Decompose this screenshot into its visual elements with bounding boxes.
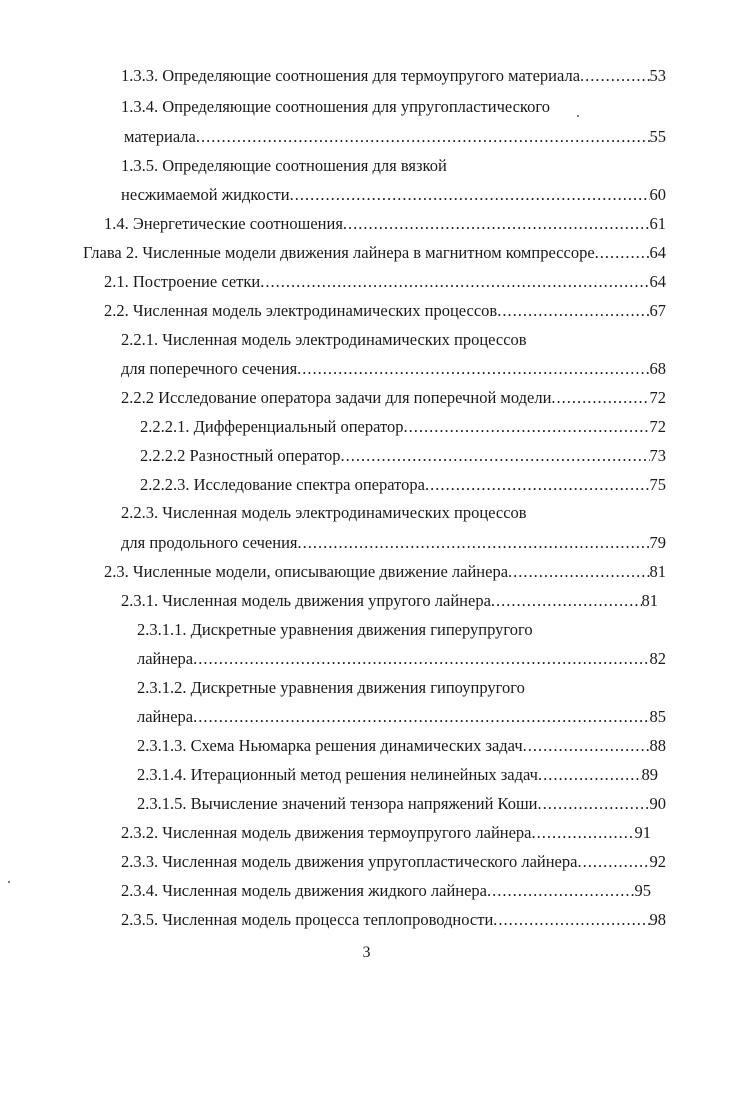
toc-entry	[121, 533, 666, 553]
toc-entry	[137, 765, 658, 785]
toc-entry-title: лайнера	[137, 707, 194, 726]
dot-leader	[260, 272, 649, 292]
toc-entry-title: несжимаемой жидкости	[121, 185, 290, 204]
toc-entry-title: 2.2.3. Численная модель электродинамических процессов	[121, 503, 527, 522]
scan-speck	[8, 881, 10, 883]
toc-entry	[83, 243, 666, 263]
toc-entry	[137, 678, 666, 698]
dot-leader	[193, 649, 649, 669]
dot-leader	[497, 301, 649, 321]
dot-leader	[193, 707, 649, 727]
toc-entry	[137, 794, 666, 814]
toc-entry-title: 2.2.2.1. Дифференциальный оператор	[140, 417, 404, 436]
dot-leader	[523, 736, 650, 756]
toc-entry	[121, 910, 666, 930]
toc-entry-title: 2.3.5. Численная модель процесса теплопроводности	[121, 910, 494, 929]
toc-entry-page: 55	[649, 127, 666, 146]
toc-entry-title: для продольного сечения	[121, 533, 298, 552]
dot-leader	[508, 562, 649, 582]
toc-entry-page: 85	[649, 707, 666, 726]
toc-entry	[137, 736, 666, 756]
toc-entry-page: 68	[649, 359, 666, 378]
toc-entry-title: 2.3. Численные модели, описывающие движение лайнера	[104, 562, 509, 581]
toc-entry-title: 2.3.1.2. Дискретные уравнения движения гипоупругого	[137, 678, 525, 697]
toc-entry-page: 89	[641, 765, 658, 784]
toc-entry-page: 73	[649, 446, 666, 465]
toc-entry	[104, 214, 666, 234]
toc-entry-page: 79	[649, 533, 666, 552]
dot-leader	[538, 794, 650, 814]
toc-entry	[104, 272, 666, 292]
toc-entry-title: Глава 2. Численные модели движения лайнера в магнитном компрессоре	[83, 243, 595, 262]
toc-entry-title: 2.3.1.3. Схема Ньюмарка решения динамических задач	[137, 736, 523, 755]
dot-leader	[551, 388, 649, 408]
toc-entry	[121, 185, 666, 205]
dot-leader	[577, 852, 649, 872]
toc-entry-page: 88	[649, 736, 666, 755]
toc-entry-page: 92	[649, 852, 666, 871]
dot-leader	[340, 446, 649, 466]
toc-entry-page: 64	[649, 243, 666, 262]
toc-entry	[121, 591, 658, 611]
toc-entry-title: 1.3.3. Определяющие соотношения для термоупругого материала	[121, 66, 581, 85]
toc-entry-page: 91	[634, 823, 651, 842]
scan-speck	[577, 115, 579, 117]
toc-entry-title: 2.2. Численная модель электродинамических процессов	[104, 301, 498, 320]
toc-entry	[121, 156, 666, 176]
toc-entry	[121, 823, 651, 843]
toc-entry-page: 95	[634, 881, 651, 900]
dot-leader	[425, 475, 650, 495]
toc-entry-title: материала	[124, 127, 196, 146]
toc-entry-page: 72	[649, 388, 666, 407]
toc-entry	[104, 562, 666, 582]
toc-entry	[137, 649, 666, 669]
toc-entry-title: 2.3.2. Численная модель движения термоупругого лайнера	[121, 823, 532, 842]
toc-entry-page: 75	[649, 475, 666, 494]
toc-entry-title: 2.3.4. Численная модель движения жидкого лайнера	[121, 881, 487, 900]
toc-entry-title: для поперечного сечения	[121, 359, 298, 378]
dot-leader	[493, 910, 649, 930]
toc-entry-title: 1.3.4. Определяющие соотношения для упругопластического	[121, 97, 550, 116]
dot-leader	[580, 66, 649, 86]
toc-entry	[121, 852, 666, 872]
toc-entry-title: 1.3.5. Определяющие соотношения для вязкой	[121, 156, 447, 175]
dot-leader	[196, 127, 650, 147]
toc-entry-title: лайнера	[137, 649, 194, 668]
toc-entry	[140, 417, 666, 437]
toc-entry	[121, 503, 666, 523]
toc-entry-page: 61	[649, 214, 666, 233]
toc-entry-title: 2.3.3. Численная модель движения упругопластического лайнера	[121, 852, 578, 871]
toc-entry	[137, 707, 666, 727]
toc-entry-page: 82	[649, 649, 666, 668]
dot-leader	[538, 765, 642, 785]
toc-entry	[124, 127, 666, 147]
toc-entry-title: 2.3.1.5. Вычисление значений тензора напряжений Коши	[137, 794, 538, 813]
toc-entry	[121, 359, 666, 379]
toc-entry-title: 2.1. Построение сетки	[104, 272, 261, 291]
toc-entry	[104, 301, 666, 321]
toc-entry	[121, 97, 666, 117]
toc-entry-page: 60	[649, 185, 666, 204]
dot-leader	[297, 359, 649, 379]
toc-entry	[121, 881, 651, 901]
page-number: 3	[362, 944, 371, 961]
dot-leader	[343, 214, 650, 234]
dot-leader	[532, 823, 635, 843]
toc-entry-page: 53	[649, 66, 666, 85]
dot-leader	[491, 591, 642, 611]
toc-entry-page: 98	[649, 910, 666, 929]
toc-entry-title: 2.2.1. Численная модель электродинамических процессов	[121, 330, 527, 349]
toc-entry-page: 81	[641, 591, 658, 610]
toc-entry-title: 2.2.2 Исследование оператора задачи для поперечной модели	[121, 388, 552, 407]
dot-leader	[290, 185, 650, 205]
toc-entry	[140, 446, 666, 466]
dot-leader	[595, 243, 650, 263]
toc-entry-page: 90	[649, 794, 666, 813]
toc-entry	[140, 475, 666, 495]
toc-entry	[121, 330, 666, 350]
dot-leader	[404, 417, 650, 437]
toc-entry-title: 2.2.2.2 Разностный оператор	[140, 446, 341, 465]
toc-entry	[121, 66, 666, 86]
toc-entry-title: 2.3.1. Численная модель движения упругого лайнера	[121, 591, 491, 610]
toc-entry-title: 2.2.2.3. Исследование спектра оператора	[140, 475, 425, 494]
toc-entry	[121, 388, 666, 408]
toc-entry-title: 2.3.1.1. Дискретные уравнения движения гиперупругого	[137, 620, 533, 639]
toc-entry-title: 1.4. Энергетические соотношения	[104, 214, 343, 233]
dot-leader	[487, 881, 635, 901]
toc-entry	[137, 620, 666, 640]
toc-entry-page: 64	[649, 272, 666, 291]
toc-entry-page: 81	[649, 562, 666, 581]
toc-entry-page: 72	[649, 417, 666, 436]
dot-leader	[298, 533, 650, 553]
toc-entry-title: 2.3.1.4. Итерационный метод решения нелинейных задач	[137, 765, 538, 784]
toc-entry-page: 67	[649, 301, 666, 320]
